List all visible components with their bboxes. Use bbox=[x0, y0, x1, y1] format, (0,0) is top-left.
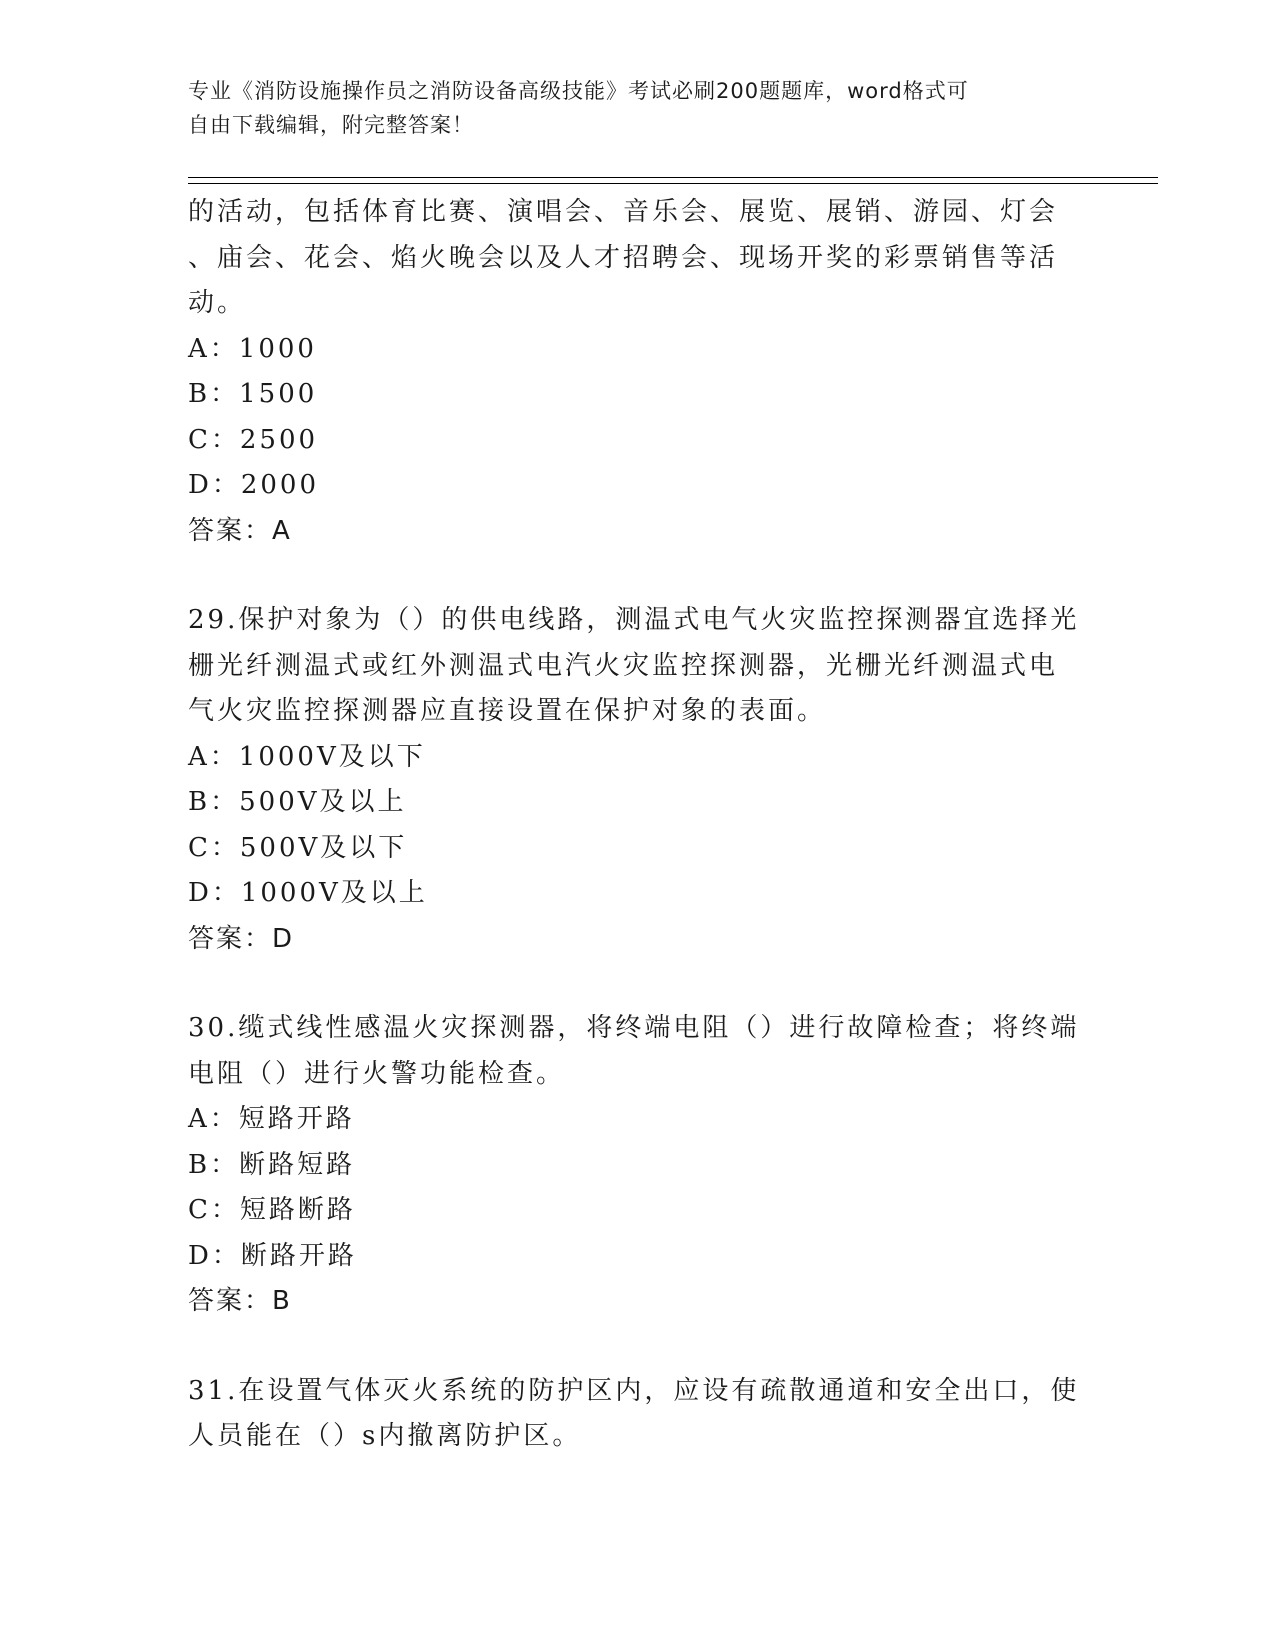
header-divider-bottom bbox=[188, 183, 1158, 184]
question-text-line: 人员能在（）s内撤离防护区。 bbox=[188, 1421, 582, 1451]
question-28 bbox=[188, 190, 1088, 554]
question-text-line: 栅光纤测温式或红外测温式电汽火灾监控探测器，光栅光纤测温式电 bbox=[188, 650, 1059, 681]
question-30 bbox=[188, 1006, 1088, 1325]
option-d: D：2000 bbox=[188, 470, 320, 500]
header-line-1: 专业《消防设施操作员之消防设备高级技能》考试必刷200题题库，word格式可 bbox=[188, 79, 969, 103]
option-b: B：断路短路 bbox=[188, 1149, 356, 1180]
question-31 bbox=[188, 1369, 1088, 1460]
option-c: C：500V及以下 bbox=[188, 832, 408, 863]
option-d: D：断路开路 bbox=[188, 1240, 357, 1271]
spacer bbox=[188, 1325, 1088, 1369]
question-text-line: 29.保护对象为（）的供电线路，测温式电气火灾监控探测器宜选择光 bbox=[188, 605, 1080, 635]
question-text-line: 、庙会、花会、焰火晚会以及人才招聘会、现场开奖的彩票销售等活 bbox=[188, 242, 1059, 273]
option-a: A：1000V及以下 bbox=[188, 741, 426, 772]
question-29 bbox=[188, 598, 1088, 962]
option-c: C：短路断路 bbox=[188, 1195, 356, 1225]
question-text-line: 30.缆式线性感温火灾探测器，将终端电阻（）进行故障检查；将终端 bbox=[188, 1013, 1080, 1043]
question-list bbox=[188, 190, 1088, 1460]
question-text-line: 动。 bbox=[188, 288, 247, 318]
option-a: A：1000 bbox=[188, 333, 317, 364]
header-line-2: 自由下载编辑，附完整答案！ bbox=[188, 113, 474, 137]
question-text-line: 31.在设置气体灭火系统的防护区内，应设有疏散通道和安全出口，使 bbox=[188, 1375, 1080, 1406]
option-a: A：短路开路 bbox=[188, 1104, 355, 1134]
header-divider-top bbox=[188, 177, 1158, 178]
question-text-line: 的活动，包括体育比赛、演唱会、音乐会、展览、展销、游园、灯会 bbox=[188, 197, 1059, 227]
answer: 答案：B bbox=[188, 1286, 292, 1316]
option-c: C：2500 bbox=[188, 424, 319, 455]
document-header bbox=[188, 74, 1088, 142]
question-text-line: 电阻（）进行火警功能检查。 bbox=[188, 1058, 566, 1089]
spacer bbox=[188, 962, 1088, 1006]
option-d: D：1000V及以上 bbox=[188, 878, 428, 908]
answer: 答案：A bbox=[188, 515, 292, 546]
spacer bbox=[188, 554, 1088, 598]
question-text-line: 气火灾监控探测器应直接设置在保护对象的表面。 bbox=[188, 696, 827, 726]
option-b: B：500V及以上 bbox=[188, 787, 407, 817]
answer: 答案：D bbox=[188, 923, 295, 954]
option-b: B：1500 bbox=[188, 379, 318, 409]
